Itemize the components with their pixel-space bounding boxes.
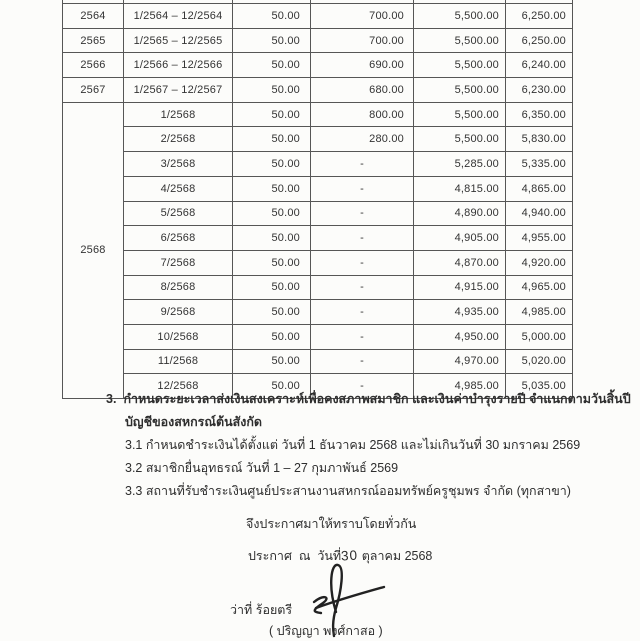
amount-cell: 4,935.00	[414, 300, 506, 325]
section-3	[106, 388, 631, 503]
table-row	[63, 4, 573, 29]
table-row	[63, 275, 573, 300]
amount-cell: 6,250.00	[506, 4, 573, 29]
amount-cell: -	[311, 250, 414, 275]
period-cell: 1/2568	[124, 102, 233, 127]
item-3-1: 3.1 กำหนดชำระเงินได้ตั้งแต่ วันที่ 1 ธันวาคม 2568 และไม่เกินวันที่ 30 มกราคม 2569	[125, 438, 581, 452]
table-row	[63, 349, 573, 374]
handwritten-day: 30	[340, 547, 359, 564]
section-3-heading	[106, 388, 631, 411]
table-row	[63, 102, 573, 127]
amount-cell: 4,985.00	[506, 300, 573, 325]
amount-cell: -	[311, 275, 414, 300]
period-cell: 1/2565 – 12/2565	[124, 28, 233, 53]
amount-cell: 50.00	[233, 4, 311, 29]
amount-cell: 50.00	[233, 324, 311, 349]
amount-cell: 6,240.00	[506, 53, 573, 78]
amount-cell: 4,970.00	[414, 349, 506, 374]
amount-cell: -	[311, 152, 414, 177]
table-row	[63, 176, 573, 201]
amount-cell: 5,000.00	[506, 324, 573, 349]
amount-cell: -	[311, 374, 414, 399]
amount-cell: 4,905.00	[414, 226, 506, 251]
payment-schedule-table	[62, 0, 573, 399]
period-cell: 9/2568	[124, 300, 233, 325]
date-prefix: ประกาศ ณ วันที่	[248, 549, 342, 563]
amount-cell: -	[311, 324, 414, 349]
table-row	[63, 201, 573, 226]
amount-cell: 50.00	[233, 53, 311, 78]
period-cell: 7/2568	[124, 250, 233, 275]
amount-cell: 6,230.00	[506, 78, 573, 103]
amount-cell: 50.00	[233, 250, 311, 275]
signer-title: ว่าที่ ร้อยตรี	[230, 603, 293, 617]
amount-cell: 5,500.00	[414, 102, 506, 127]
period-cell: 11/2568	[124, 349, 233, 374]
period-cell: 1/2567 – 12/2567	[124, 78, 233, 103]
amount-cell: 5,830.00	[506, 127, 573, 152]
period-cell: 5/2568	[124, 201, 233, 226]
amount-cell: 4,915.00	[414, 275, 506, 300]
amount-cell: 50.00	[233, 374, 311, 399]
amount-cell: 6,250.00	[506, 28, 573, 53]
amount-cell: 5,500.00	[414, 28, 506, 53]
amount-cell: -	[311, 300, 414, 325]
amount-cell: 50.00	[233, 102, 311, 127]
amount-cell: 50.00	[233, 349, 311, 374]
period-cell: 8/2568	[124, 275, 233, 300]
amount-cell: 6,350.00	[506, 102, 573, 127]
amount-cell: 50.00	[233, 226, 311, 251]
amount-cell: 5,500.00	[414, 53, 506, 78]
period-cell: 2/2568	[124, 127, 233, 152]
year-cell: 2564	[63, 4, 124, 29]
amount-cell: 50.00	[233, 275, 311, 300]
amount-cell: 4,865.00	[506, 176, 573, 201]
amount-cell: -	[311, 176, 414, 201]
section-3-heading-line1: กำหนดระยะเวลาส่งเงินสงเคราะห์เพื่อคงสภาพสมาชิก และเงินค่าบำรุงรายปี จำแนกตามวันสิ้นปี	[123, 392, 631, 406]
amount-cell: -	[311, 201, 414, 226]
table-row	[63, 300, 573, 325]
amount-cell: 50.00	[233, 78, 311, 103]
period-cell: 1/2564 – 12/2564	[124, 4, 233, 29]
year-cell: 2566	[63, 53, 124, 78]
period-cell: 3/2568	[124, 152, 233, 177]
year-cell: 2568	[63, 102, 124, 398]
amount-cell: 4,940.00	[506, 201, 573, 226]
amount-cell: 5,500.00	[414, 78, 506, 103]
table-row	[63, 250, 573, 275]
amount-cell: 5,335.00	[506, 152, 573, 177]
amount-cell: 5,020.00	[506, 349, 573, 374]
table-row	[63, 127, 573, 152]
date-suffix: ตุลาคม 2568	[358, 549, 433, 563]
amount-cell: 50.00	[233, 201, 311, 226]
period-cell: 6/2568	[124, 226, 233, 251]
year-cell: 2567	[63, 78, 124, 103]
section-3-heading-line2: บัญชีของสหกรณ์ต้นสังกัด	[125, 415, 263, 429]
amount-cell: 4,955.00	[506, 226, 573, 251]
amount-cell: 5,500.00	[414, 4, 506, 29]
period-cell: 12/2568	[124, 374, 233, 399]
year-cell: 2565	[63, 28, 124, 53]
amount-cell: 50.00	[233, 127, 311, 152]
period-cell: 1/2566 – 12/2566	[124, 53, 233, 78]
amount-cell: 50.00	[233, 176, 311, 201]
period-cell: 10/2568	[124, 324, 233, 349]
amount-cell: 680.00	[311, 78, 414, 103]
amount-cell: 50.00	[233, 28, 311, 53]
payment-table	[62, 0, 573, 399]
table-row	[63, 226, 573, 251]
amount-cell: 800.00	[311, 102, 414, 127]
amount-cell: 50.00	[233, 152, 311, 177]
amount-cell: 280.00	[311, 127, 414, 152]
amount-cell: 700.00	[311, 28, 414, 53]
item-3-3: 3.3 สถานที่รับชำระเงินศูนย์ประสานงานสหกรณ์ออมทรัพย์ครูชุมพร จำกัด (ทุกสาขา)	[125, 484, 571, 498]
amount-cell: 5,285.00	[414, 152, 506, 177]
amount-cell: 50.00	[233, 300, 311, 325]
section-3-number: 3.	[106, 392, 117, 406]
table-row	[63, 324, 573, 349]
amount-cell: 4,950.00	[414, 324, 506, 349]
payment-table-body	[63, 0, 573, 399]
amount-cell: 5,035.00	[506, 374, 573, 399]
period-cell: 4/2568	[124, 176, 233, 201]
amount-cell: 5,500.00	[414, 127, 506, 152]
amount-cell: 4,815.00	[414, 176, 506, 201]
amount-cell: 4,920.00	[506, 250, 573, 275]
amount-cell: 4,965.00	[506, 275, 573, 300]
amount-cell: 4,870.00	[414, 250, 506, 275]
table-row	[63, 53, 573, 78]
amount-cell: 4,985.00	[414, 374, 506, 399]
table-row	[63, 28, 573, 53]
table-row	[63, 152, 573, 177]
table-row	[63, 78, 573, 103]
amount-cell: 700.00	[311, 4, 414, 29]
announcement-line: จึงประกาศมาให้ทราบโดยทั่วกัน	[246, 517, 417, 531]
signer-name: ( ปริญญา พงศ์กาสอ )	[269, 624, 383, 638]
amount-cell: -	[311, 226, 414, 251]
amount-cell: 690.00	[311, 53, 414, 78]
item-3-2: 3.2 สมาชิกยื่นอุทธรณ์ วันที่ 1 – 27 กุมภาพันธ์ 2569	[125, 461, 399, 475]
amount-cell: -	[311, 349, 414, 374]
amount-cell: 4,890.00	[414, 201, 506, 226]
